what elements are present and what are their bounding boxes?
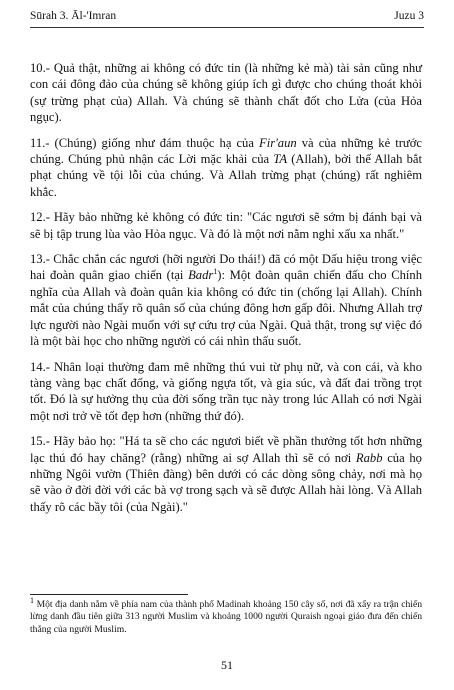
page-number: 51 [221, 658, 233, 672]
verse-text: (Allah), bởi thế Allah bắt phạt chúng về tội lỗi của chúng. Và Allah trừng phạt (chúng) rất nghiêm khắc. [30, 152, 422, 199]
footnote [30, 595, 422, 636]
verse-11 [30, 135, 422, 201]
juzu-label: Juzu 3 [394, 10, 424, 22]
verse-12 [30, 209, 422, 242]
verse-10 [30, 60, 422, 126]
footnote-reference: 1 [213, 267, 218, 277]
verse-text: 10.- Quả thật, những ai không có đức tin (là những kẻ mà) tài sản cũng như con cái đông đảo của chúng sẽ không giúp ích gì được cho chúng thoát khỏi (sự trừng phạt của) Allah. Và chúng sẽ thành chất đốt cho Lửa (của Hỏa ngục). [30, 61, 422, 125]
footnote-rule [30, 594, 188, 595]
verse-text: và của những kẻ trước chúng. Chúng phủ nhận các Lời mặc khải của [30, 135, 423, 167]
verse-italic-term: Rabb [355, 450, 383, 465]
header-rule [30, 27, 424, 28]
verse-italic-term: Fir'aun [259, 135, 297, 150]
verse-text: 11.- (Chúng) giống như đám thuộc hạ của [30, 135, 260, 150]
verse-text: ): Một đoàn quân chiến đấu cho Chính nghĩa của Allah và đoàn quân kia không có đức tin (chống lại Allah). Chính mắt của chúng thấy rõ quân số của chúng đông hơn gấp đôi. Nhưng Allah trợ lực người nào Ngài muốn với sự cứu trợ của Ngài. Quả thật, trong sự việc đó là một bài học cho những người có cái nhìn thấu suốt. [30, 268, 422, 349]
verse-text: 14.- Nhân loại thường đam mê những thú vui từ phụ nữ, và con cái, và kho tàng vàng bạc chất đống, và giống ngựa tốt, và gia súc, và đất đai trồng trọt tốt. Đó là sự hưởng thụ của đời sống trần tục này trong lúc Allah có nơi Ngài một nơi trở về tốt đẹp hơn (những thứ đó). [30, 359, 422, 423]
verse-text: 12.- Hãy bảo những kẻ không có đức tin: "Các ngươi sẽ sớm bị đánh bại và sẽ bị tập trung lùa vào Hỏa ngục. Và đó là một nơi nằm nghỉ xấu xa nhất." [30, 210, 422, 241]
surah-title: Sūrah 3. Āl-'Imran [30, 10, 117, 22]
verse-14 [30, 359, 422, 425]
verse-italic-term: TA [273, 152, 288, 167]
verse-italic-term: Badr [188, 268, 214, 283]
footnote-text: Một địa danh nằm về phía nam của thành phố Madinah khoảng 150 cây số, nơi đã xẩy ra trận chiến lừng danh đầu tiên giữa 313 người Muslim và khoảng 1000 người Quraish ngoại giáo đưa đến chiến thắng của người Muslim. [30, 599, 422, 635]
verse-text: 13.- Chắc chắn các ngươi (hỡi người Do thái!) đã có một Dấu hiệu trong việc hai đoàn quân giao chiến (tại [30, 252, 422, 283]
verse-15 [30, 433, 422, 515]
verse-13 [30, 251, 422, 349]
footnote-mark: 1 [30, 595, 34, 605]
running-header [30, 10, 424, 28]
verse-text: của họ những Ngôi vườn (Thiên đàng) bên dưới có các dòng sông chảy, nơi mà họ sẽ vào ở đời đời với các bà vợ trong sạch và sẽ được Allah hài lòng. Và Allah thấy rõ các bầy tôi (của Ngài)." [30, 450, 422, 514]
verse-text: 15.- Hãy bảo họ: "Há ta sẽ cho các ngươi biết về phần thưởng tốt hơn những lạc thú đó hay chăng? (rằng) những ai sợ Allah thì sẽ có nơi [30, 434, 422, 465]
verse-content [30, 60, 422, 524]
